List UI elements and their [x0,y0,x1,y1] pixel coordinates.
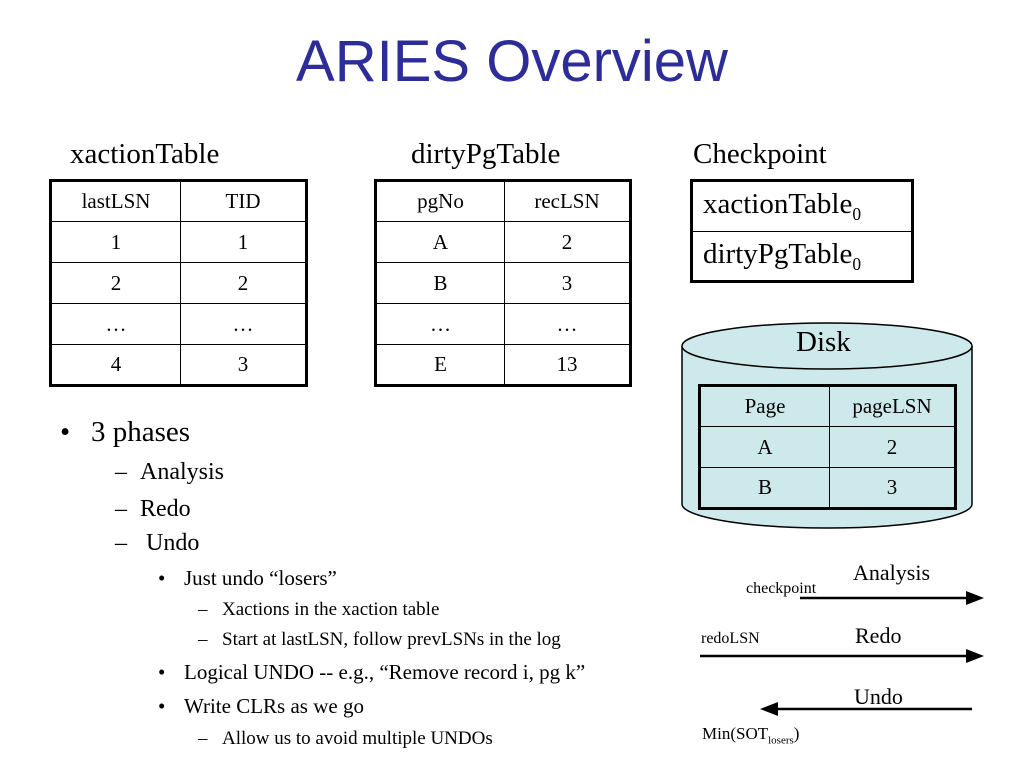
checkpoint-label: checkpoint [746,580,817,597]
analysis-arrow [800,591,984,605]
bullet-dash: – [198,629,208,650]
table-cell: 2 [830,427,956,468]
table-header-cell: TID [181,181,307,222]
table-cell: 3 [830,468,956,509]
table-cell: … [51,304,181,345]
table-cell: … [181,304,307,345]
table-cell: 2 [505,222,631,263]
table-cell: 3 [505,263,631,304]
table-cell: B [700,468,830,509]
bullet-allow-us: Allow us to avoid multiple UNDOs [222,728,493,749]
table-header-cell: recLSN [505,181,631,222]
bullet-dot: • [158,566,166,590]
table-cell: … [376,304,505,345]
bullet-just-undo: Just undo “losers” [184,566,337,590]
dirty-pg-table-heading: dirtyPgTable [411,138,561,170]
checkpoint-entry: dirtyPgTable$_0$ [692,232,913,282]
redo-lsn-label: redoLSN [701,630,760,647]
table-cell: 1 [181,222,307,263]
table-cell: 3 [181,345,307,386]
table-cell: 4 [51,345,181,386]
bullet-logical-undo: Logical UNDO -- e.g., “Remove record i, pg k” [184,660,586,684]
table-header-cell: pgNo [376,181,505,222]
table-cell: … [505,304,631,345]
bullet-dash: – [198,728,208,749]
analysis-label: Analysis [853,560,930,585]
bullet-analysis: Analysis [140,459,224,485]
bullet-dot: • [158,660,166,684]
bullet-dot: • [60,416,71,448]
bullet-start-at: Start at lastLSN, follow prevLSNs in the log [222,629,561,650]
table-cell: 1 [51,222,181,263]
bullet-dot: • [158,694,166,718]
bullet-dash: – [115,530,127,556]
bullet-redo: Redo [140,496,191,522]
bullet-dash: – [115,459,127,485]
table-cell: 2 [181,263,307,304]
bullet-xactions: Xactions in the xaction table [222,599,440,620]
checkpoint-heading: Checkpoint [693,138,827,170]
bullet-dash: – [115,496,127,522]
table-cell: 13 [505,345,631,386]
table-header-cell: Page [700,386,830,427]
undo-label: Undo [854,684,903,709]
min-sot-label: $Min(SOT_{losers})$ [702,724,800,747]
table-cell: 2 [51,263,181,304]
table-cell: E [376,345,505,386]
table-header-cell: pageLSN [830,386,956,427]
redo-arrow [700,649,984,663]
redo-label: Redo [855,623,902,648]
bullet-phases: 3 phases [91,416,191,448]
table-cell: A [376,222,505,263]
checkpoint-entry: xactionTable$_0$ [692,181,913,232]
bullet-undo: Undo [146,530,200,556]
bullet-dash: – [198,599,208,620]
table-header-cell: lastLSN [51,181,181,222]
page-title: ARIES Overview [296,29,728,94]
table-cell: B [376,263,505,304]
disk-label: Disk [796,326,851,358]
bullet-write-clrs: Write CLRs as we go [184,694,364,718]
table-cell: A [700,427,830,468]
xaction-table-heading: xactionTable [70,138,220,170]
